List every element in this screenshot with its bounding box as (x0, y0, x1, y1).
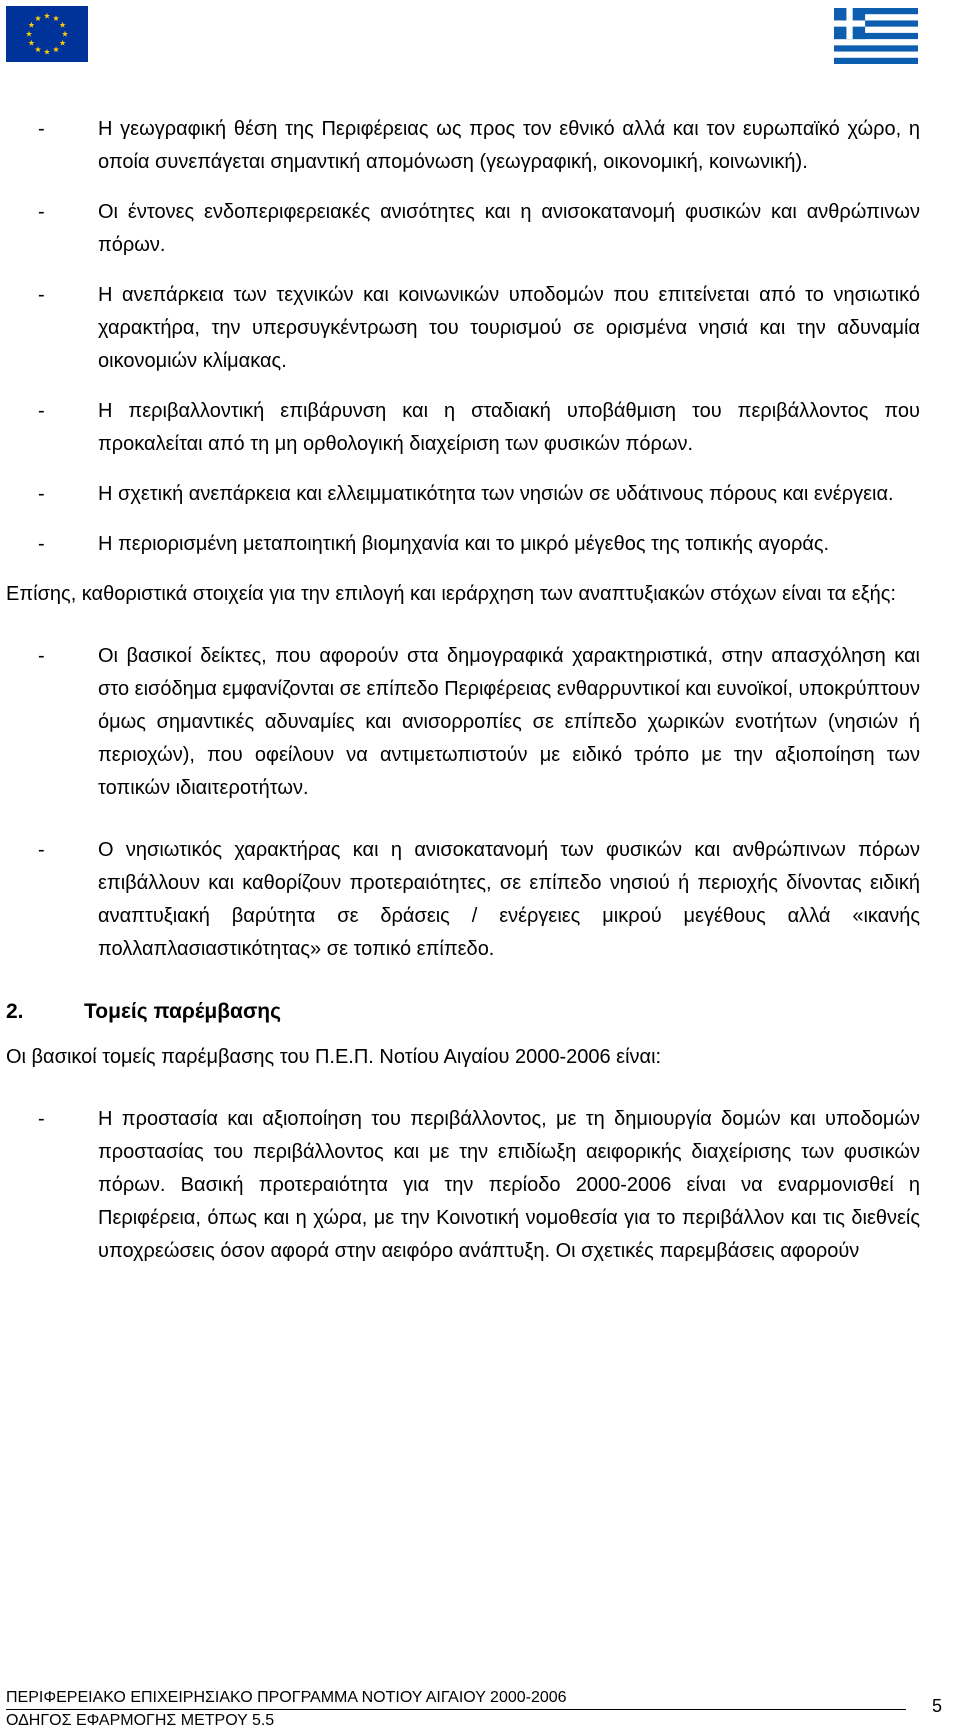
section-heading (6, 995, 920, 1028)
list-item: - Ο νησιωτικός χαρακτήρας και η ανισοκατανομή των φυσικών και ανθρώπινων πόρων επιβάλλουν και καθορίζουν προτεραιότητες, σε επίπεδο νησιού ή περιοχής δίνοντας ειδική αναπτυξιακή βαρύτητα σε δράσεις / ενέργειες μικρού μεγέθους αλλά «ικανής πολλαπλασιαστικότητας» σε τοπικό επίπεδο. (6, 834, 920, 966)
list-item-text: Ο νησιωτικός χαρακτήρας και η ανισοκατανομή των φυσικών και ανθρώπινων πόρων επιβάλλουν και καθορίζουν προτεραιότητες, σε επίπεδο νησιού ή περιοχής δίνοντας ειδική αναπτυξιακή βαρύτητα σε δράσεις / ενέργειες μικρού μεγέθους αλλά «ικανής πολλαπλασιαστικότητας» σε τοπικό επίπεδο. (98, 839, 920, 960)
footer-program-title: ΠΕΡΙΦΕΡΕΙΑΚΟ ΕΠΙΧΕΙΡΗΣΙΑΚΟ ΠΡΟΓΡΑΜΜΑ ΝΟΤΙΟΥ ΑΙΓΑΙΟΥ 2000-2006 (6, 1689, 567, 1706)
list-item: - Οι έντονες ενδοπεριφερειακές ανισότητες και η ανισοκατανομή φυσικών και ανθρώπινων πόρων. (6, 196, 920, 262)
page-number: 5 (931, 1696, 942, 1716)
list-item: - Η περιορισμένη μεταποιητική βιομηχανία και το μικρό μέγεθος της τοπικής αγοράς. (6, 528, 920, 561)
list-item: - Η σχετική ανεπάρκεια και ελλειμματικότητα των νησιών σε υδάτινους πόρους και ενέργεια. (6, 478, 920, 511)
list-item: - Η περιβαλλοντική επιβάρυνση και η σταδιακή υποβάθμιση του περιβάλλοντος που προκαλείται από τη μη ορθολογική διαχείριση των φυσικών πόρων. (6, 395, 920, 461)
list-item: - Οι βασικοί δείκτες, που αφορούν στα δημογραφικά χαρακτηριστικά, στην απασχόληση και στο εισόδημα εμφανίζονται σε επίπεδο Περιφέρειας ενθαρρυντικοί και ευνοϊκοί, υποκρύπτουν όμως σημαντικές αδυναμίες και ανισορροπίες σε επίπεδο χωρικών ενοτήτων (νησιών ή περιοχών), που οφείλουν να αντιμετωπιστούν με ειδικό τρόπο με την αξιοποίηση των τοπικών ιδιαιτεροτήτων. (6, 640, 920, 805)
list-item-text: Οι βασικοί δείκτες, που αφορούν στα δημογραφικά χαρακτηριστικά, στην απασχόληση και στο εισόδημα εμφανίζονται σε επίπεδο Περιφέρειας ενθαρρυντικοί και ευνοϊκοί, υποκρύπτουν όμως σημαντικές αδυναμίες και ανισορροπίες σε επίπεδο χωρικών ενοτήτων (νησιών ή περιοχών), που οφείλουν να αντιμετωπιστούν με ειδικό τρόπο με την αξιοποίηση των τοπικών ιδιαιτεροτήτων. (98, 645, 920, 799)
list-item-text: Η προστασία και αξιοποίηση του περιβάλλοντος, με τη δημιουργία δομών και υποδομών προστασίας του περιβάλλοντος και με την επιδίωξη αειφορικής διαχείρισης των φυσικών πόρων. Βασική προτεραιότητα για την περίοδο 2000-2006 είναι να εναρμονισθεί η Περιφέρεια, όπως και η χώρα, με την Κοινοτική νομοθεσία για το περιβάλλον και τις διεθνείς υποχρεώσεις όσον αφορά στην αειφόρο ανάπτυξη. Οι σχετικές παρεμβάσεις αφορούν (98, 1108, 920, 1262)
section-title: Τομείς παρέμβασης (84, 1000, 282, 1023)
list-item-text: Οι έντονες ενδοπεριφερειακές ανισότητες και η ανισοκατανομή φυσικών και ανθρώπινων πόρων. (98, 201, 920, 256)
intro-paragraph: Επίσης, καθοριστικά στοιχεία για την επιλογή και ιεράρχηση των αναπτυξιακών στόχων είναι τα εξής: (6, 583, 896, 605)
sectors-list (6, 1103, 920, 1268)
section-number: 2. (6, 1000, 24, 1023)
constraints-list (6, 113, 920, 561)
page-footer (6, 1688, 956, 1731)
list-item: - Η προστασία και αξιοποίηση του περιβάλλοντος, με τη δημιουργία δομών και υποδομών προστασίας του περιβάλλοντος και με την επιδίωξη αειφορικής διαχείρισης των φυσικών πόρων. Βασική προτεραιότητα για την περίοδο 2000-2006 είναι να εναρμονισθεί η Περιφέρεια, όπως και η χώρα, με την Κοινοτική νομοθεσία για το περιβάλλον και τις διεθνείς υποχρεώσεις όσον αφορά στην αειφόρο ανάπτυξη. Οι σχετικές παρεμβάσεις αφορούν (6, 1103, 920, 1268)
footer-guide-title: ΟΔΗΓΟΣ ΕΦΑΡΜΟΓΗΣ ΜΕΤΡΟΥ 5.5 (6, 1712, 275, 1729)
document-body (6, 113, 920, 1285)
list-item-text: Η περιβαλλοντική επιβάρυνση και η σταδιακή υποβάθμιση του περιβάλλοντος που προκαλείται από τη μη ορθολογική διαχείριση των φυσικών πόρων. (98, 400, 920, 455)
sectors-intro-paragraph: Οι βασικοί τομείς παρέμβασης του Π.Ε.Π. Νοτίου Αιγαίου 2000-2006 είναι: (6, 1046, 662, 1068)
key-elements-list (6, 640, 920, 966)
list-item: - Η ανεπάρκεια των τεχνικών και κοινωνικών υποδομών που επιτείνεται από το νησιωτικό χαρακτήρα, την υπερσυγκέντρωση του τουρισμού σε ορισμένα νησιά και την αδυναμία οικονομιών κλίμακας. (6, 279, 920, 378)
list-item-text: Η περιορισμένη μεταποιητική βιομηχανία και το μικρό μέγεθος της τοπικής αγοράς. (98, 533, 830, 555)
greek-flag-icon (834, 8, 918, 64)
eu-flag-icon (6, 6, 88, 62)
footer-divider (6, 1709, 906, 1710)
list-item: - Η γεωγραφική θέση της Περιφέρειας ως προς τον εθνικό αλλά και τον ευρωπαϊκό χώρο, η οποία συνεπάγεται σημαντική απομόνωση (γεωγραφική, οικονομική, κοινωνική). (6, 113, 920, 179)
list-item-text: Η σχετική ανεπάρκεια και ελλειμματικότητα των νησιών σε υδάτινους πόρους και ενέργεια. (98, 483, 894, 505)
list-item-text: Η ανεπάρκεια των τεχνικών και κοινωνικών υποδομών που επιτείνεται από το νησιωτικό χαρακτήρα, την υπερσυγκέντρωση του τουρισμού σε ορισμένα νησιά και την αδυναμία οικονομιών κλίμακας. (98, 284, 920, 372)
list-item-text: Η γεωγραφική θέση της Περιφέρειας ως προς τον εθνικό αλλά και τον ευρωπαϊκό χώρο, η οποία συνεπάγεται σημαντική απομόνωση (γεωγραφική, οικονομική, κοινωνική). (98, 118, 920, 173)
